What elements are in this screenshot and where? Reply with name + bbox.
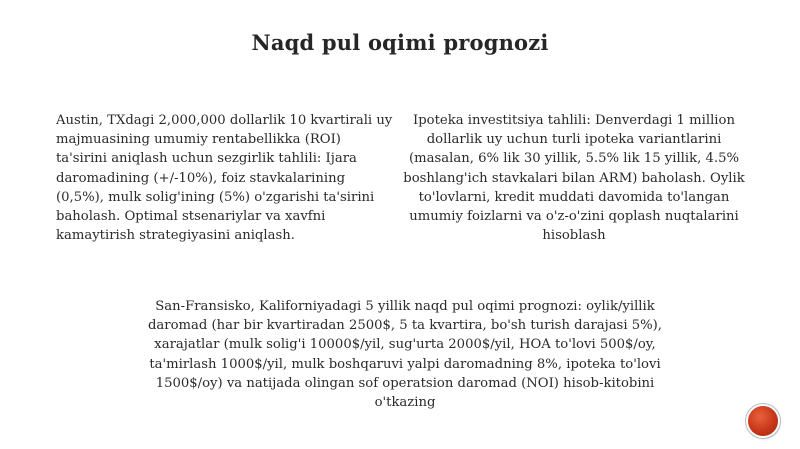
mortgage-analysis-text: Ipoteka investitsiya tahlili: Denverdagi 1 million dollarlik uy uchun turli ipoteka variantlarini (masalan, 6% lik 30 yillik, 5.5% lik 15 yillik, 4.5% boshlang'ich stavkalari bilan ARM) baholash. Oylik to'lovlarni, kredit muddati davomida to'langan umumiy foizlarni va o'z-o'zini qoplash nuqtalarini hisoblash [403,113,745,244]
sensitivity-analysis-text: Austin, TXdagi 2,000,000 dollarlik 10 kvartirali uy majmuasining umumiy rentabellikka (ROI) ta'sirini aniqlash uchun sezgirlik tahlili: Ijara daromadining (+/-10%), foiz stavkalarining (0,5%), mulk solig'ining (5%) o'zgarishi ta'sirini baholash. Optimal stsenariylar va xavfni kamaytirish strategiyasini aniqlash. [56,113,393,244]
next-slide-button[interactable] [748,406,778,436]
slide-title: Naqd pul oqimi prognozi [251,30,549,55]
cash-flow-forecast-text: San-Fransisko, Kaliforniyadagi 5 yillik naqd pul oqimi prognozi: oylik/yillik daromad (har bir kvartiradan 2500$, 5 ta kvartira, bo'sh turish darajasi 5%), xarajatlar (mulk solig'i 10000$/yil, sug'urta 2000$/yil, HOA to'lovi 500$/oy, ta'mirlash 1000$/yil, mulk boshqaruvi yalpi daromadning 8%, ipoteka to'lovi 1500$/oy) va natijada olingan sof operatsion daromad (NOI) hisob-kitobini o'tkazing [147,299,662,411]
